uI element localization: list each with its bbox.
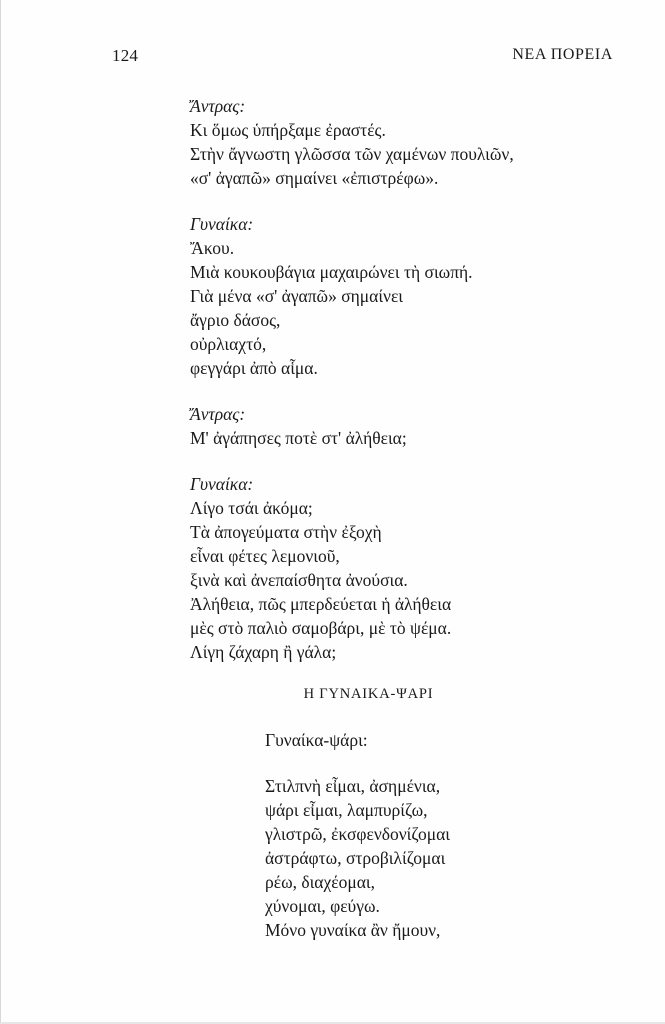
verse-line: Μ' ἀγάπησες ποτὲ στ' ἀλήθεια;: [190, 428, 407, 448]
verse-line: Ἀλήθεια, πῶς μπερδεύεται ἡ ἀλήθεια: [190, 594, 452, 614]
verse-line: ἀστράφτω, στροβιλίζομαι: [265, 848, 446, 868]
verse-line: μὲς στὸ παλιὸ σαμοβάρι, μὲ τὸ ψέμα.: [190, 618, 452, 638]
speaker-label: Γυναίκα:: [190, 214, 254, 234]
verse-line: Ἄκου.: [190, 238, 235, 258]
stanza: [265, 774, 645, 942]
verse-line: Λίγο τσάι ἀκόμα;: [190, 498, 313, 518]
verse-line: Μόνο γυναίκα ἂν ἤμουν,: [265, 920, 441, 940]
verse-line: ξινὰ καὶ ἀνεπαίσθητα ἀνούσια.: [190, 570, 408, 590]
stanza: [190, 94, 630, 190]
stanza: [190, 402, 630, 450]
poem-title-text: Η ΓΥΝΑΙΚΑ-ΨΑΡΙ: [303, 686, 434, 702]
verse-line: Στὴν ἄγνωστη γλῶσσα τῶν χαμένων πουλιῶν,: [190, 144, 514, 164]
verse-line: «σ' ἀγαπῶ» σημαίνει «ἐπιστρέφω».: [190, 168, 439, 188]
speaker-heading: Γυναίκα-ψάρι:: [265, 730, 368, 750]
verse-line: ψάρι εἶμαι, λαμπυρίζω,: [265, 800, 428, 820]
poem-dialogue: [190, 94, 630, 686]
verse-line: Λίγη ζάχαρη ἢ γάλα;: [190, 642, 337, 662]
verse-line: Κι ὅμως ὑπήρξαμε ἐραστές.: [190, 120, 386, 140]
running-title: ΝΕΑ ΠΟΡΕΙΑ: [512, 46, 613, 63]
verse-line: οὐρλιαχτό,: [190, 334, 267, 354]
speaker-label: Ἄντρας:: [190, 404, 246, 424]
poem-fish-woman: [265, 728, 645, 964]
speaker-label: Ἄντρας:: [190, 96, 246, 116]
verse-line: Στιλπνὴ εἶμαι, ἀσημένια,: [265, 776, 441, 796]
verse-line: εἶναι φέτες λεμονιοῦ,: [190, 546, 340, 566]
stanza: [190, 472, 630, 664]
verse-line: ρέω, διαχέομαι,: [265, 872, 375, 892]
page-edge-left: [0, 0, 1, 1024]
poem-title: [0, 686, 665, 703]
verse-line: Τὰ ἀπογεύματα στὴν ἐξοχὴ: [190, 522, 382, 542]
verse-line: Γιὰ μένα «σ' ἀγαπῶ» σημαίνει: [190, 286, 404, 306]
verse-line: ἄγριο δάσος,: [190, 310, 281, 330]
verse-line: Μιὰ κουκουβάγια μαχαιρώνει τὴ σιωπή.: [190, 262, 473, 282]
verse-line: φεγγάρι ἀπὸ αἷμα.: [190, 358, 318, 378]
verse-line: γλιστρῶ, ἐκσφενδονίζομαι: [265, 824, 450, 844]
page-number: 124: [112, 46, 139, 65]
speaker-label: Γυναίκα:: [190, 474, 254, 494]
stanza: [190, 212, 630, 380]
verse-line: χύνομαι, φεύγω.: [265, 896, 380, 916]
stanza: [265, 728, 645, 752]
